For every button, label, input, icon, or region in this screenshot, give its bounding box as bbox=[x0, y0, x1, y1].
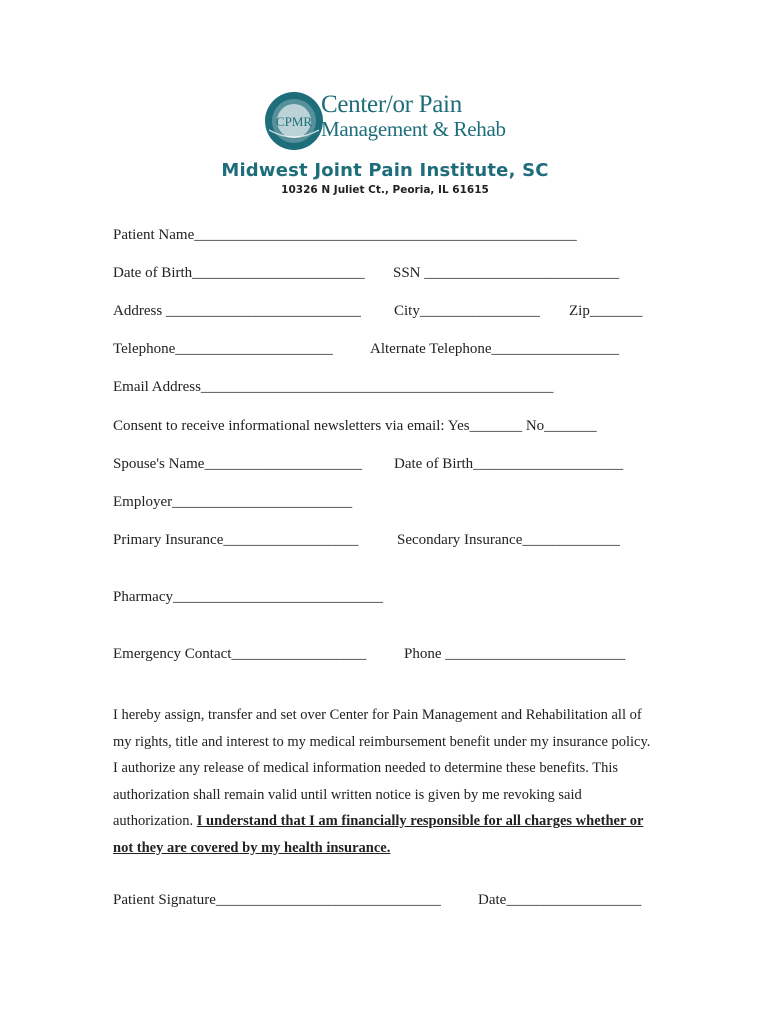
financial-responsibility-statement: I understand that I am financially responsible for all charges whether or not they are covered by my health insurance. bbox=[113, 813, 644, 856]
emergency-phone-field[interactable]: Phone ________________________ bbox=[404, 646, 626, 662]
address-field[interactable]: Address __________________________ bbox=[113, 303, 361, 319]
patient-signature-field[interactable]: Patient Signature______________________________ bbox=[113, 892, 441, 908]
zip-field[interactable]: Zip_______ bbox=[569, 303, 643, 319]
primary-insurance-field[interactable]: Primary Insurance__________________ bbox=[113, 532, 359, 548]
telephone-field[interactable]: Telephone_____________________ bbox=[113, 341, 333, 357]
page-title: Midwest Joint Pain Institute, SC bbox=[221, 160, 549, 181]
city-field[interactable]: City________________ bbox=[394, 303, 540, 319]
clinic-address: 10326 N Juliet Ct., Peoria, IL 61615 bbox=[281, 184, 489, 196]
employer-field[interactable]: Employer________________________ bbox=[113, 494, 353, 510]
cpmr-logo-icon bbox=[263, 90, 325, 152]
ssn-field[interactable]: SSN __________________________ bbox=[393, 265, 620, 281]
svg-text:CPMR: CPMR bbox=[275, 114, 313, 129]
alternate-telephone-field[interactable]: Alternate Telephone_________________ bbox=[370, 341, 620, 357]
date-of-birth-field[interactable]: Date of Birth_______________________ bbox=[113, 265, 365, 281]
patient-name-field[interactable]: Patient Name___________________________________________________ bbox=[113, 227, 577, 243]
spouse-date-of-birth-field[interactable]: Date of Birth____________________ bbox=[394, 456, 624, 472]
logo-line-2: Management & Rehab bbox=[321, 117, 506, 141]
email-address-field[interactable]: Email Address_______________________________________________ bbox=[113, 379, 554, 395]
authorization-text: I hereby assign, transfer and set over Center for Pain Management and Rehabilitation all of my rights, title and interest to my medical reimbursement benefit under my insurance policy. I authorize any release of medical information needed to determine these benefits. This authorization shall remain valid until written notice is given by me revoking said authorization. bbox=[113, 707, 651, 829]
newsletter-consent-field[interactable]: Consent to receive informational newsletters via email: Yes_______ No_______ bbox=[113, 418, 597, 434]
logo-wordmark bbox=[321, 92, 506, 140]
authorization-paragraph bbox=[113, 702, 658, 861]
emergency-contact-field[interactable]: Emergency Contact__________________ bbox=[113, 646, 367, 662]
secondary-insurance-field[interactable]: Secondary Insurance_____________ bbox=[397, 532, 620, 548]
logo-line-1: Center/or Pain bbox=[321, 91, 462, 118]
clinic-logo bbox=[263, 90, 513, 156]
signature-date-field[interactable]: Date__________________ bbox=[478, 892, 642, 908]
spouse-name-field[interactable]: Spouse's Name_____________________ bbox=[113, 456, 362, 472]
pharmacy-field[interactable]: Pharmacy____________________________ bbox=[113, 589, 383, 605]
